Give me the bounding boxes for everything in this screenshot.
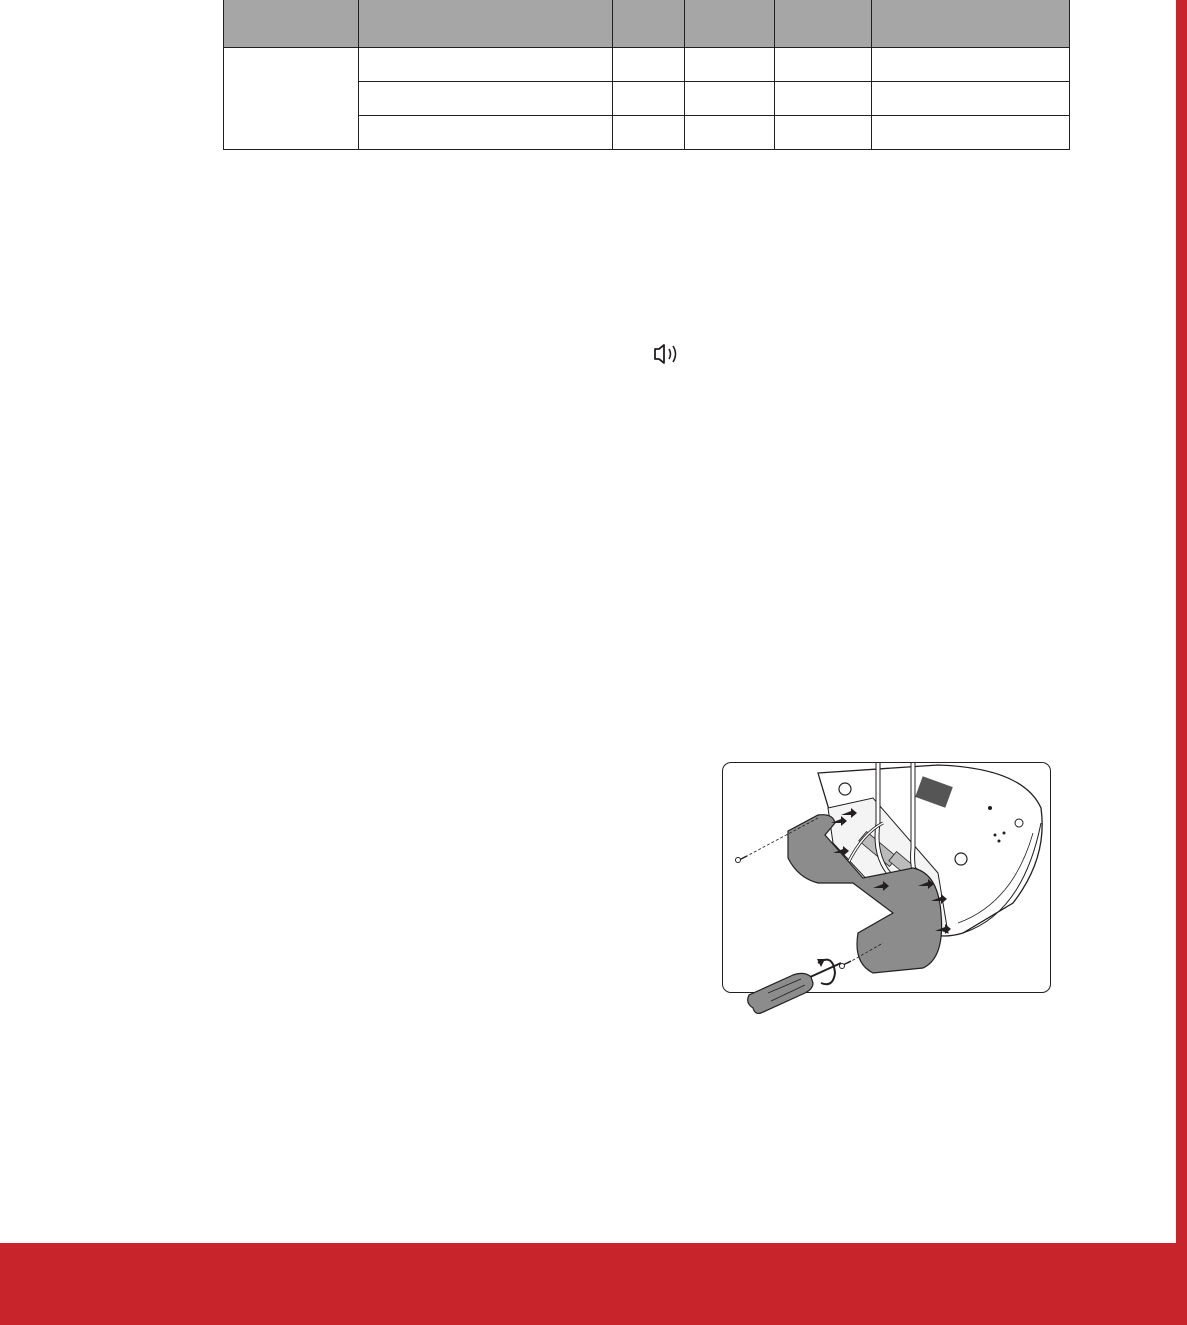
table-cell — [775, 116, 872, 150]
table-cell — [359, 82, 613, 116]
screw-icon — [736, 856, 748, 863]
table-cell — [685, 82, 775, 116]
screwdriver-icon — [748, 963, 841, 1013]
table-header-row — [224, 0, 1070, 48]
speaker-volume-icon — [653, 343, 683, 365]
table-header-cell — [685, 0, 775, 48]
table-cell — [775, 82, 872, 116]
table-cell — [685, 48, 775, 82]
table-header-cell — [775, 0, 872, 48]
spec-table — [223, 0, 1070, 150]
table-cell — [872, 116, 1070, 150]
table-header-cell — [359, 0, 613, 48]
projector-cable-cover-illustration — [722, 762, 1051, 993]
accent-rule — [1176, 0, 1187, 1243]
table-cell — [775, 48, 872, 82]
table-header-cell — [872, 0, 1070, 48]
table-cell — [224, 48, 359, 150]
table-cell — [613, 116, 685, 150]
table-cell — [613, 48, 685, 82]
table-header-cell — [224, 0, 359, 48]
table-cell — [613, 82, 685, 116]
screw-icon — [840, 961, 852, 969]
table-cell — [872, 82, 1070, 116]
table-cell — [359, 48, 613, 82]
footer-bar — [0, 1243, 1187, 1325]
table-header-cell — [613, 0, 685, 48]
table-cell — [872, 48, 1070, 82]
table-cell — [685, 116, 775, 150]
table-row — [224, 48, 1070, 82]
table-cell — [359, 116, 613, 150]
